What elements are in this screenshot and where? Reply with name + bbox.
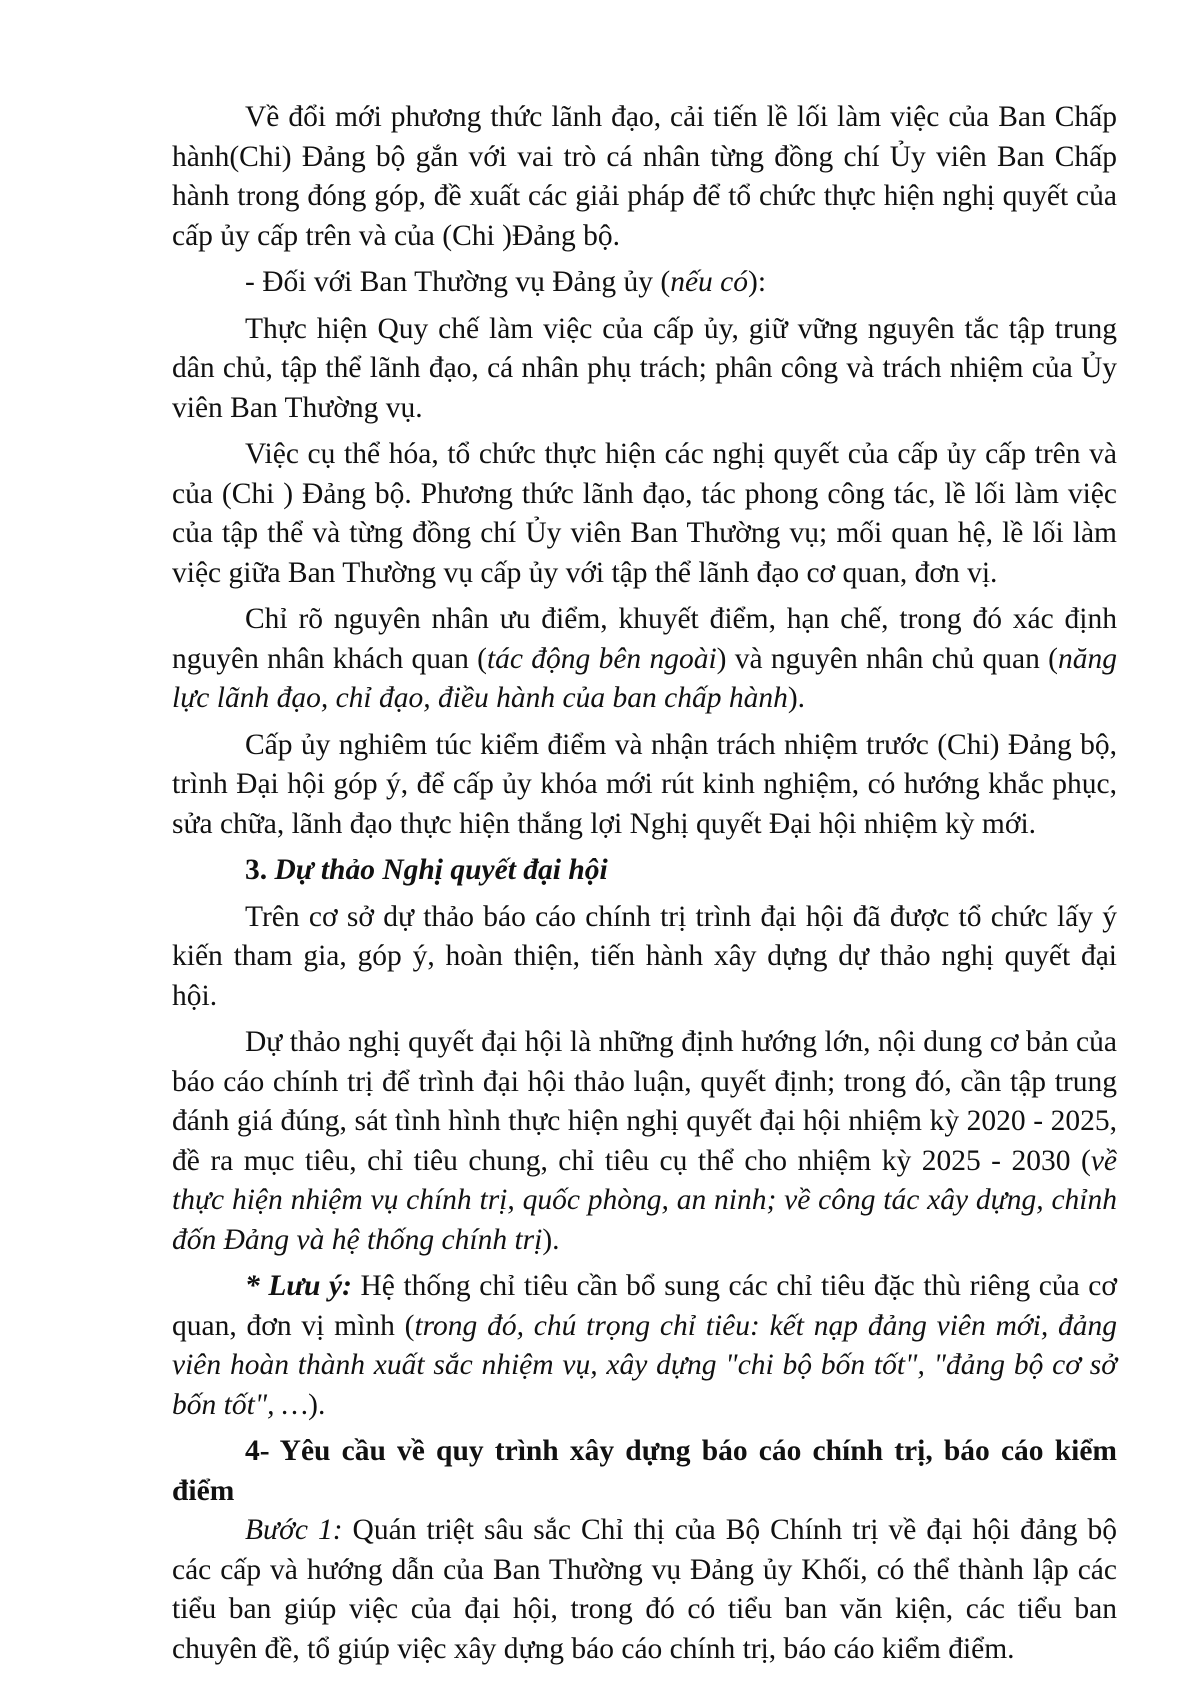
note-label: * Lưu ý: bbox=[245, 1270, 352, 1302]
text-causes-a: Chỉ rõ nguyên nhân ưu điểm, khuyết điểm, hạn chế, trong đó xác định nguyên nhân khách quan ( bbox=[172, 603, 1117, 675]
text-external-impact: tác động bên ngoài bbox=[486, 642, 717, 675]
text-note-close: ). bbox=[308, 1388, 326, 1421]
heading-number: 3. bbox=[245, 854, 275, 886]
heading-title: Dự thảo Nghị quyết đại hội bbox=[274, 854, 608, 886]
text-note: Hệ thống chỉ tiêu cần bổ sung các chỉ tiêu đặc thù riêng của cơ quan, đơn vị mình ( bbox=[172, 1270, 1117, 1342]
paragraph-note bbox=[172, 1267, 1117, 1425]
text-causes-b: ) và nguyên nhân chủ quan ( bbox=[716, 642, 1058, 675]
heading-section-3 bbox=[172, 851, 1117, 891]
paragraph-working-rules: Thực hiện Quy chế làm việc của cấp ủy, giữ vững nguyên tắc tập trung dân chủ, tập thể lãnh đạo, cá nhân phụ trách; phân công và trách nhiệm của Ủy viên Ban Thường vụ. bbox=[172, 312, 1117, 424]
heading-section-4: 4- Yêu cầu về quy trình xây dựng báo cáo chính trị, báo cáo kiểm điểm bbox=[172, 1435, 1117, 1507]
document-page bbox=[172, 98, 1117, 1669]
text-note-italic: trong đó, chú trọng chỉ tiêu: kết nạp đảng viên mới, đảng viên hoàn thành xuất sắc nhiệm vụ, xây dựng "chi bộ bốn tốt", "đảng bộ cơ sở bốn tốt", … bbox=[172, 1309, 1117, 1421]
text-standing-committee: - Đối với Ban Thường vụ Đảng ủy ( bbox=[245, 266, 671, 298]
paragraph-concretization: Việc cụ thể hóa, tổ chức thực hiện các nghị quyết của cấp ủy cấp trên và của (Chi ) Đảng bộ. Phương thức lãnh đạo, tác phong công tác, lề lối làm việc của tập thể và từng đồng chí Ủy viên Ban Thường vụ; mối quan hệ, lề lối làm việc giữa Ban Thường vụ cấp ủy với tập thể lãnh đạo cơ quan, đơn vị. bbox=[172, 438, 1117, 589]
paragraph-draft-content bbox=[172, 1023, 1117, 1260]
text-draft-close: ). bbox=[542, 1223, 560, 1256]
text-step-1: Quán triệt sâu sắc Chỉ thị của Bộ Chính trị về đại hội đảng bộ các cấp và hướng dẫn của Ban Thường vụ Đảng ủy Khối, có thể thành lập các tiểu ban giúp việc của đại hội, trong đó có tiểu ban văn kiện, các tiểu ban chuyên đề, tổ giúp việc xây dựng báo cáo chính trị, báo cáo kiểm điểm. bbox=[172, 1514, 1117, 1665]
text-if-any: nếu có bbox=[670, 266, 748, 298]
paragraph-causes bbox=[172, 600, 1117, 719]
text-closing: ): bbox=[748, 266, 767, 298]
text-causes-c: ). bbox=[787, 682, 806, 714]
paragraph-standing-committee bbox=[172, 263, 1117, 303]
text-draft-scope: về thực hiện nhiệm vụ chính trị, quốc phòng, an ninh; về công tác xây dựng, chỉnh đốn Đảng và hệ thống chính trị bbox=[172, 1144, 1117, 1256]
step-label: Bước 1: bbox=[245, 1514, 343, 1546]
paragraph-leadership-method: Về đổi mới phương thức lãnh đạo, cải tiến lề lối làm việc của Ban Chấp hành(Chi) Đảng bộ gắn với vai trò cá nhân từng đồng chí Ủy viên Ban Chấp hành trong đóng góp, đề xuất các giải pháp để tổ chức thực hiện nghị quyết của cấp ủy cấp trên và của (Chi )Đảng bộ. bbox=[172, 101, 1117, 252]
text-draft-content: Dự thảo nghị quyết đại hội là những định hướng lớn, nội dung cơ bản của báo cáo chính trị để trình đại hội thảo luận, quyết định; trong đó, cần tập trung đánh giá đúng, sát tình hình thực hiện nghị quyết đại hội nhiệm kỳ 2020 - 2025, đề ra mục tiêu, chỉ tiêu chung, chỉ tiêu cụ thể cho nhiệm kỳ 2025 - 2030 ( bbox=[172, 1026, 1117, 1177]
paragraph-self-criticism: Cấp ủy nghiêm túc kiểm điểm và nhận trách nhiệm trước (Chi) Đảng bộ, trình Đại hội góp ý, để cấp ủy khóa mới rút kinh nghiệm, có hướng khắc phục, sửa chữa, lãnh đạo thực hiện thắng lợi Nghị quyết Đại hội nhiệm kỳ mới. bbox=[172, 728, 1117, 840]
text-leadership-capacity: năng lực lãnh đạo, chỉ đạo, điều hành của ban chấp hành bbox=[172, 642, 1117, 714]
paragraph-step-1 bbox=[172, 1511, 1117, 1669]
paragraph-draft-basis: Trên cơ sở dự thảo báo cáo chính trị trình đại hội đã được tổ chức lấy ý kiến tham gia, góp ý, hoàn thiện, tiến hành xây dựng dự thảo nghị quyết đại hội. bbox=[172, 900, 1117, 1012]
